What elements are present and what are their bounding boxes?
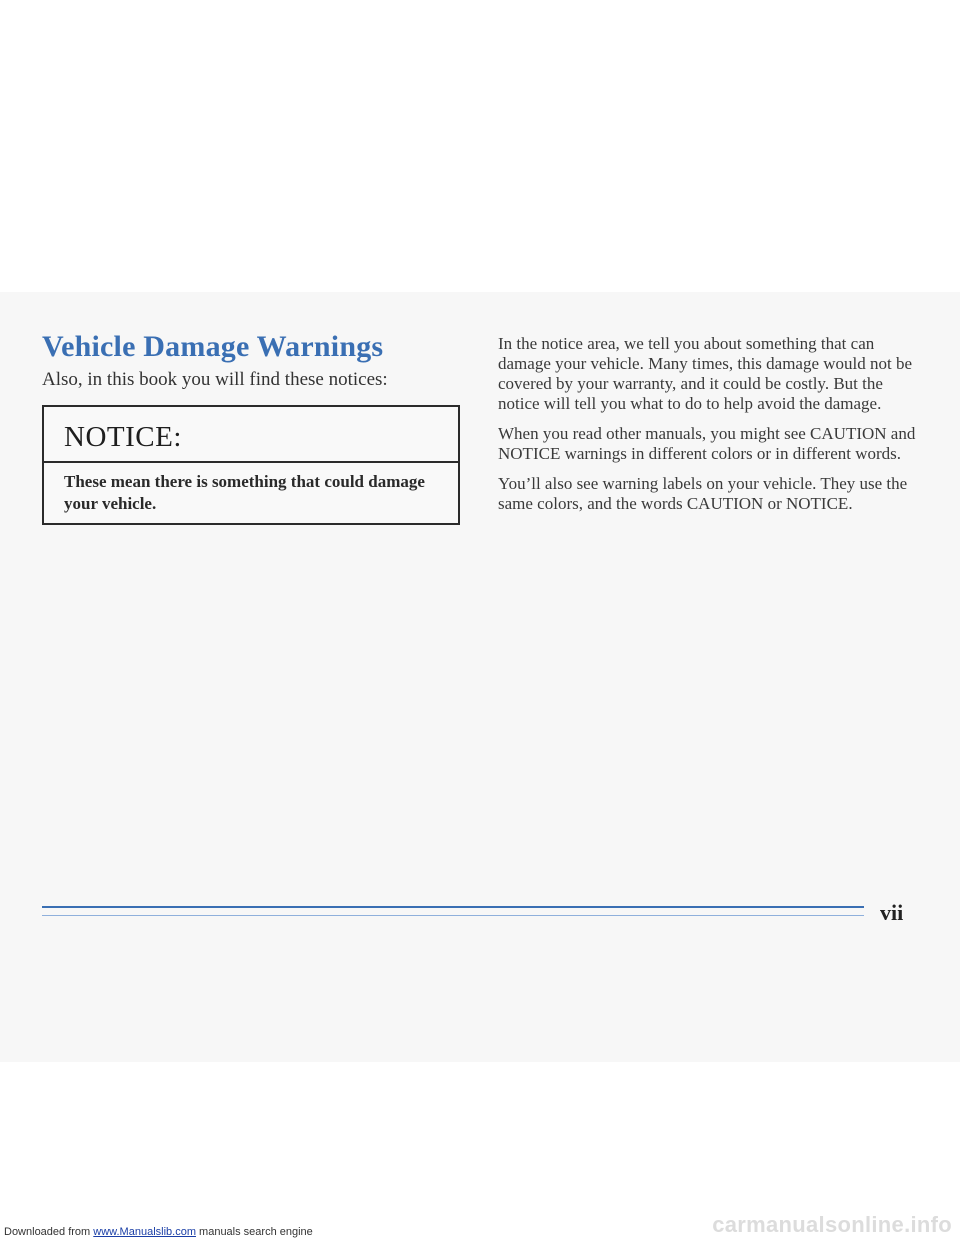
notice-box: [42, 405, 460, 525]
download-footer: [4, 1226, 313, 1238]
paragraph-notice-area: In the notice area, we tell you about something that can damage your vehicle. Many times, this damage would not be covered by your warranty, and it could be costly. But the notice will tell you what to do to help avoid the damage.: [498, 334, 913, 413]
footer-prefix: Downloaded from: [4, 1226, 94, 1238]
footer-suffix: manuals search engine: [195, 1226, 313, 1238]
footer-rule-thin: [42, 915, 864, 916]
right-column: [498, 334, 928, 524]
footer-rule: [42, 906, 864, 908]
paragraph-other-manuals: When you read other manuals, you might see CAUTION and NOTICE warnings in different colors or in different words.: [498, 424, 916, 463]
notice-text: These mean there is something that could damage your vehicle.: [64, 472, 425, 513]
intro-text: Also, in this book you will find these notices:: [42, 369, 388, 390]
notice-title: NOTICE:: [64, 421, 182, 453]
paragraph-warning-labels: You’ll also see warning labels on your vehicle. They use the same colors, and the words CAUTION or NOTICE.: [498, 474, 908, 513]
manualslib-link[interactable]: www.Manualslib.com: [93, 1226, 196, 1238]
watermark: carmanualsonline.info: [712, 1212, 952, 1237]
page-number: vii: [880, 900, 904, 925]
section-heading: Vehicle Damage Warnings: [42, 330, 384, 363]
notice-divider: [44, 461, 458, 463]
